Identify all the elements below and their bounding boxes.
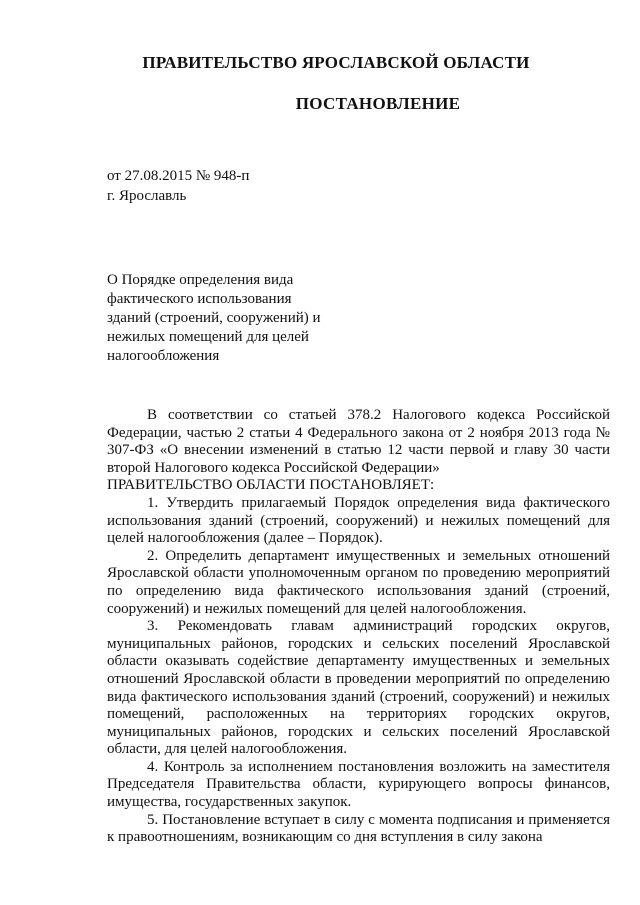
body-item-3: 3. Рекомендовать главам администраций городских округов, муниципальных районов, городских и сельских поселений Ярославской области оказывать содействие департаменту имущественных и земельных отношений Ярославской области в проведении мероприятий по определению вида фактического использования зданий (строений, сооружений) и нежилых помещений, расположенных на территориях городских округов, муниципальных районов, городских и сельских поселений Ярославской области, для целей налогообложения.	[107, 618, 610, 758]
resolves-line: ПРАВИТЕЛЬСТВО ОБЛАСТИ ПОСТАНОВЛЯЕТ:	[107, 477, 435, 494]
subject-line: зданий (строений, сооружений) и	[107, 310, 321, 326]
document-type-title: ПОСТАНОВЛЕНИЕ	[295, 94, 461, 113]
subject-line: нежилых помещений для целей	[107, 329, 309, 345]
subject-line: фактического использования	[107, 291, 292, 307]
date-number: от 27.08.2015 № 948-п	[107, 168, 250, 184]
subject-line: О Порядке определения вида	[107, 272, 294, 288]
body-item-5: 5. Постановление вступает в силу с момента подписания и применяется к правоотношениям, возникающим со дня вступления в силу закона	[107, 811, 610, 846]
document-subject	[107, 271, 367, 366]
body-item-2: 2. Определить департамент имущественных и земельных отношений Ярославской области уполномоченным органом по проведению мероприятий по определению вида фактического использования зданий (строений, сооружений) и нежилых помещений для целей налогообложения.	[107, 547, 610, 617]
government-title: ПРАВИТЕЛЬСТВО ЯРОСЛАВСКОЙ ОБЛАСТИ	[142, 53, 530, 72]
document-body	[107, 407, 610, 847]
preamble-paragraph: В соответствии со статьей 378.2 Налогового кодекса Российской Федерации, частью 2 статьи 4 Федерального закона от 2 ноября 2013 года № 307-ФЗ «О внесении изменений в статью 12 части первой и главу 30 части второй Налогового кодекса Российской Федерации»	[107, 407, 610, 476]
body-item-4: 4. Контроль за исполнением постановления возложить на заместителя Председателя Правительства области, курирующего вопросы финансов, имущества, государственных закупок.	[107, 758, 610, 811]
city: г. Ярославль	[107, 188, 187, 204]
document-meta	[107, 166, 249, 206]
subject-line: налогообложения	[107, 348, 220, 364]
body-item-1: 1. Утвердить прилагаемый Порядок определения вида фактического использования зданий (строений, сооружений) и нежилых помещений для целей налогообложения (далее – Порядок).	[107, 494, 610, 547]
